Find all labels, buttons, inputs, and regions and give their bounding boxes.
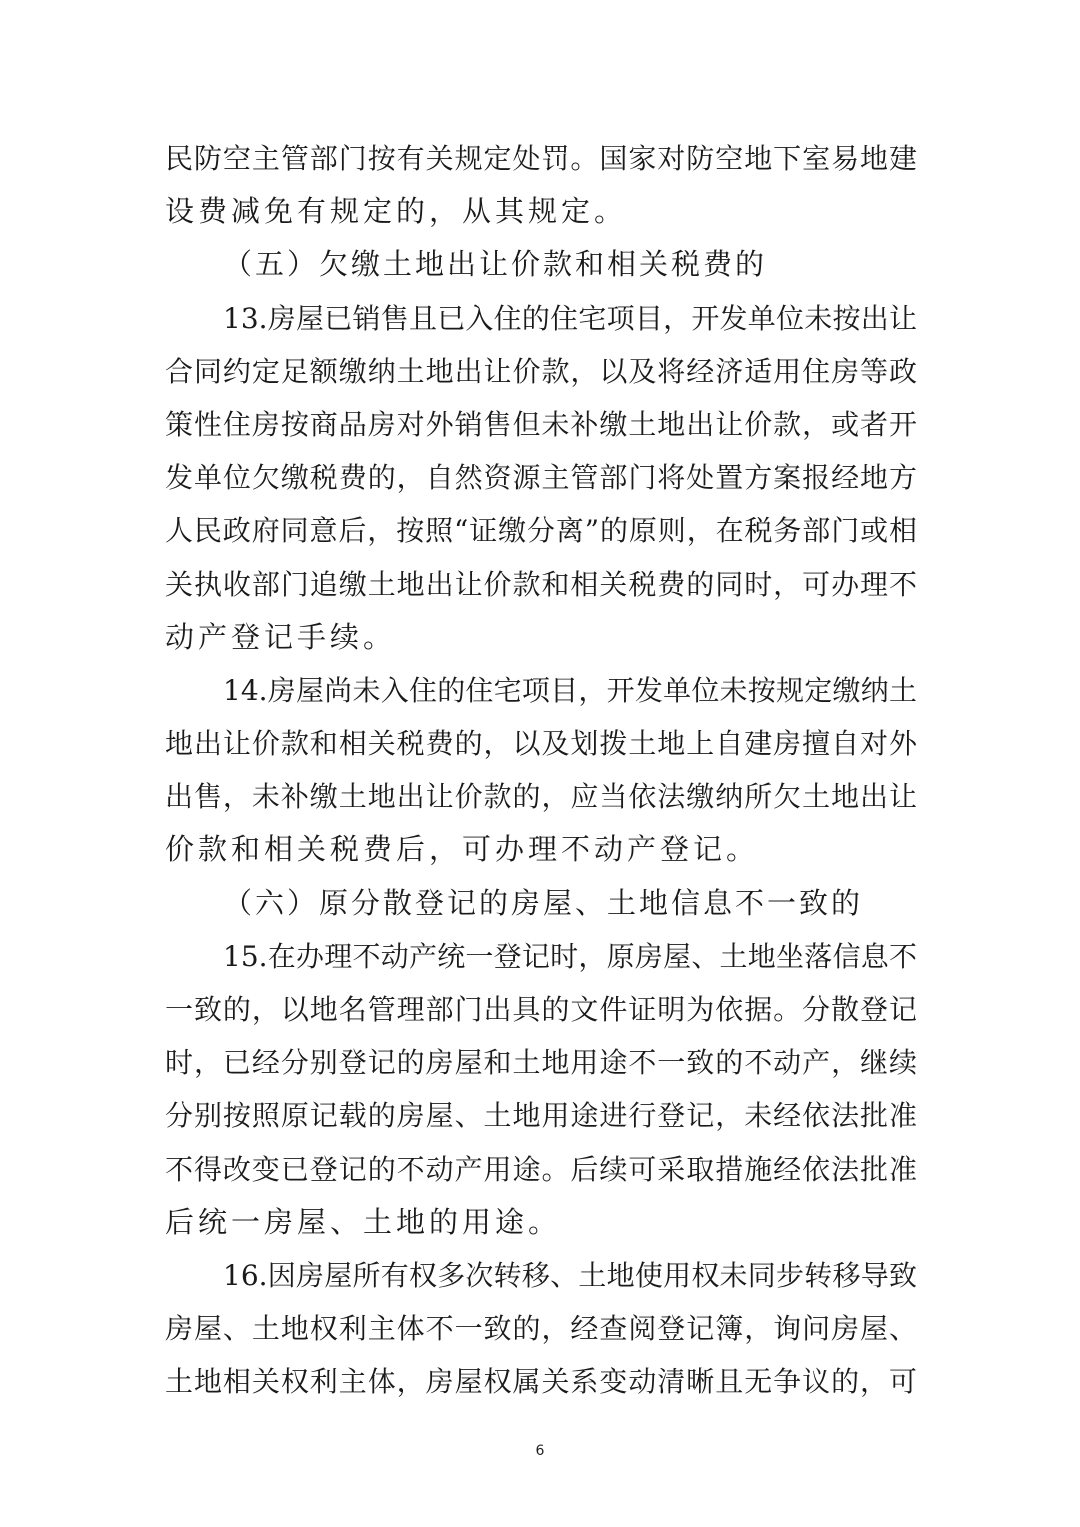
text-line: 14.房屋尚未入住的住宅项目，开发单位未按规定缴纳土 — [223, 673, 917, 707]
text-line: 不得改变已登记的不动产用途。后续可采取措施经依法批准 — [165, 1152, 917, 1186]
text-line: 一致的，以地名管理部门出具的文件证明为依据。分散登记 — [165, 993, 917, 1026]
text-line: 发单位欠缴税费的，自然资源主管部门将处置方案报经地方 — [165, 461, 917, 495]
text-line: 合同约定足额缴纳土地出让价款，以及将经济适用住房等政 — [165, 354, 917, 388]
text-line: 设费减免有规定的，从其规定。 — [165, 194, 628, 229]
text-line: 价款和相关税费后，可办理不动产登记。 — [165, 832, 760, 867]
text-line: 人民政府同意后，按照“证缴分离”的原则，在税务部门或相 — [165, 514, 917, 548]
text-line: 时，已经分别登记的房屋和土地用途不一致的不动产，继续 — [165, 1046, 917, 1080]
text-line: 策性住房按商品房对外销售但未补缴土地出让价款，或者开 — [165, 407, 917, 441]
text-line: 关执收部门追缴土地出让价款和相关税费的同时，可办理不 — [165, 567, 917, 601]
text-line: 土地相关权利主体，房屋权属关系变动清晰且无争议的，可 — [165, 1365, 917, 1399]
section-heading: （六）原分散登记的房屋、土地信息不一致的 — [223, 885, 864, 920]
page-number: 6 — [535, 1443, 545, 1459]
text-line: 房屋、土地权利主体不一致的，经查阅登记簿，询问房屋、 — [165, 1312, 917, 1346]
text-line: 后统一房屋、土地的用途。 — [165, 1204, 562, 1239]
section-heading: （五）欠缴土地出让价款和相关税费的 — [223, 247, 768, 282]
text-line: 地出让价款和相关税费的，以及划拨土地上自建房擅自对外 — [165, 727, 917, 761]
text-line: 15.在办理不动产统一登记时，原房屋、土地坐落信息不 — [223, 939, 917, 973]
text-line: 13.房屋已销售且已入住的住宅项目，开发单位未按出让 — [223, 301, 917, 335]
text-line: 分别按照原记载的房屋、土地用途进行登记，未经依法批准 — [165, 1099, 917, 1133]
text-line: 出售，未补缴土地出让价款的，应当依法缴纳所欠土地出让 — [165, 780, 917, 814]
text-line: 动产登记手续。 — [165, 619, 397, 654]
text-line: 16.因房屋所有权多次转移、土地使用权未同步转移导致 — [223, 1258, 917, 1292]
text-line: 民防空主管部门按有关规定处罚。国家对防空地下室易地建 — [165, 142, 917, 175]
document-body — [165, 132, 917, 1409]
